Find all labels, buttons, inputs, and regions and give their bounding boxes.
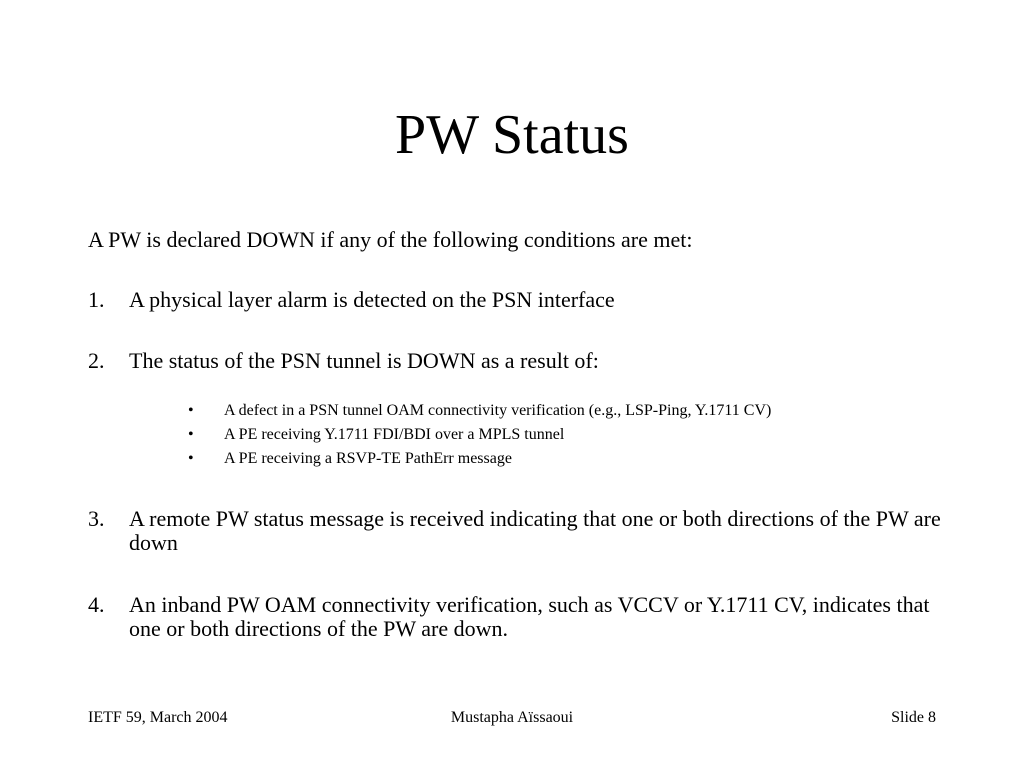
condition-number: 4. [88, 592, 105, 617]
sub-condition-text: A PE receiving a RSVP-TE PathErr message [224, 450, 512, 467]
bullet-icon: • [188, 426, 194, 443]
condition-number: 2. [88, 348, 105, 373]
sub-condition-item-3 [188, 449, 512, 469]
condition-number: 1. [88, 287, 105, 312]
slide-title: PW Status [395, 104, 629, 166]
condition-item-1 [88, 288, 948, 312]
condition-number: 3. [88, 506, 105, 531]
sub-condition-text: A PE receiving Y.1711 FDI/BDI over a MPLS tunnel [224, 426, 565, 443]
footer-event: IETF 59, March 2004 [88, 709, 228, 726]
intro-text: A PW is declared DOWN if any of the following conditions are met: [88, 227, 693, 252]
footer-slide-number: Slide 8 [891, 709, 936, 726]
condition-text: A remote PW status message is received indicating that one or both directions of the PW are down [129, 506, 941, 555]
footer-author: Mustapha Aïssaoui [450, 709, 574, 726]
condition-text: A physical layer alarm is detected on the PSN interface [129, 287, 615, 312]
condition-text: The status of the PSN tunnel is DOWN as a result of: [129, 348, 599, 373]
bullet-icon: • [188, 402, 194, 419]
bullet-icon: • [188, 450, 194, 467]
condition-item-2 [88, 349, 948, 373]
sub-condition-item-1 [188, 401, 771, 421]
condition-item-3 [88, 507, 948, 555]
sub-condition-text: A defect in a PSN tunnel OAM connectivity verification (e.g., LSP-Ping, Y.1711 CV) [224, 402, 772, 419]
sub-condition-item-2 [188, 425, 564, 445]
condition-item-4 [88, 593, 948, 641]
condition-text: An inband PW OAM connectivity verification, such as VCCV or Y.1711 CV, indicates that one or both directions of the PW are down. [129, 592, 930, 641]
